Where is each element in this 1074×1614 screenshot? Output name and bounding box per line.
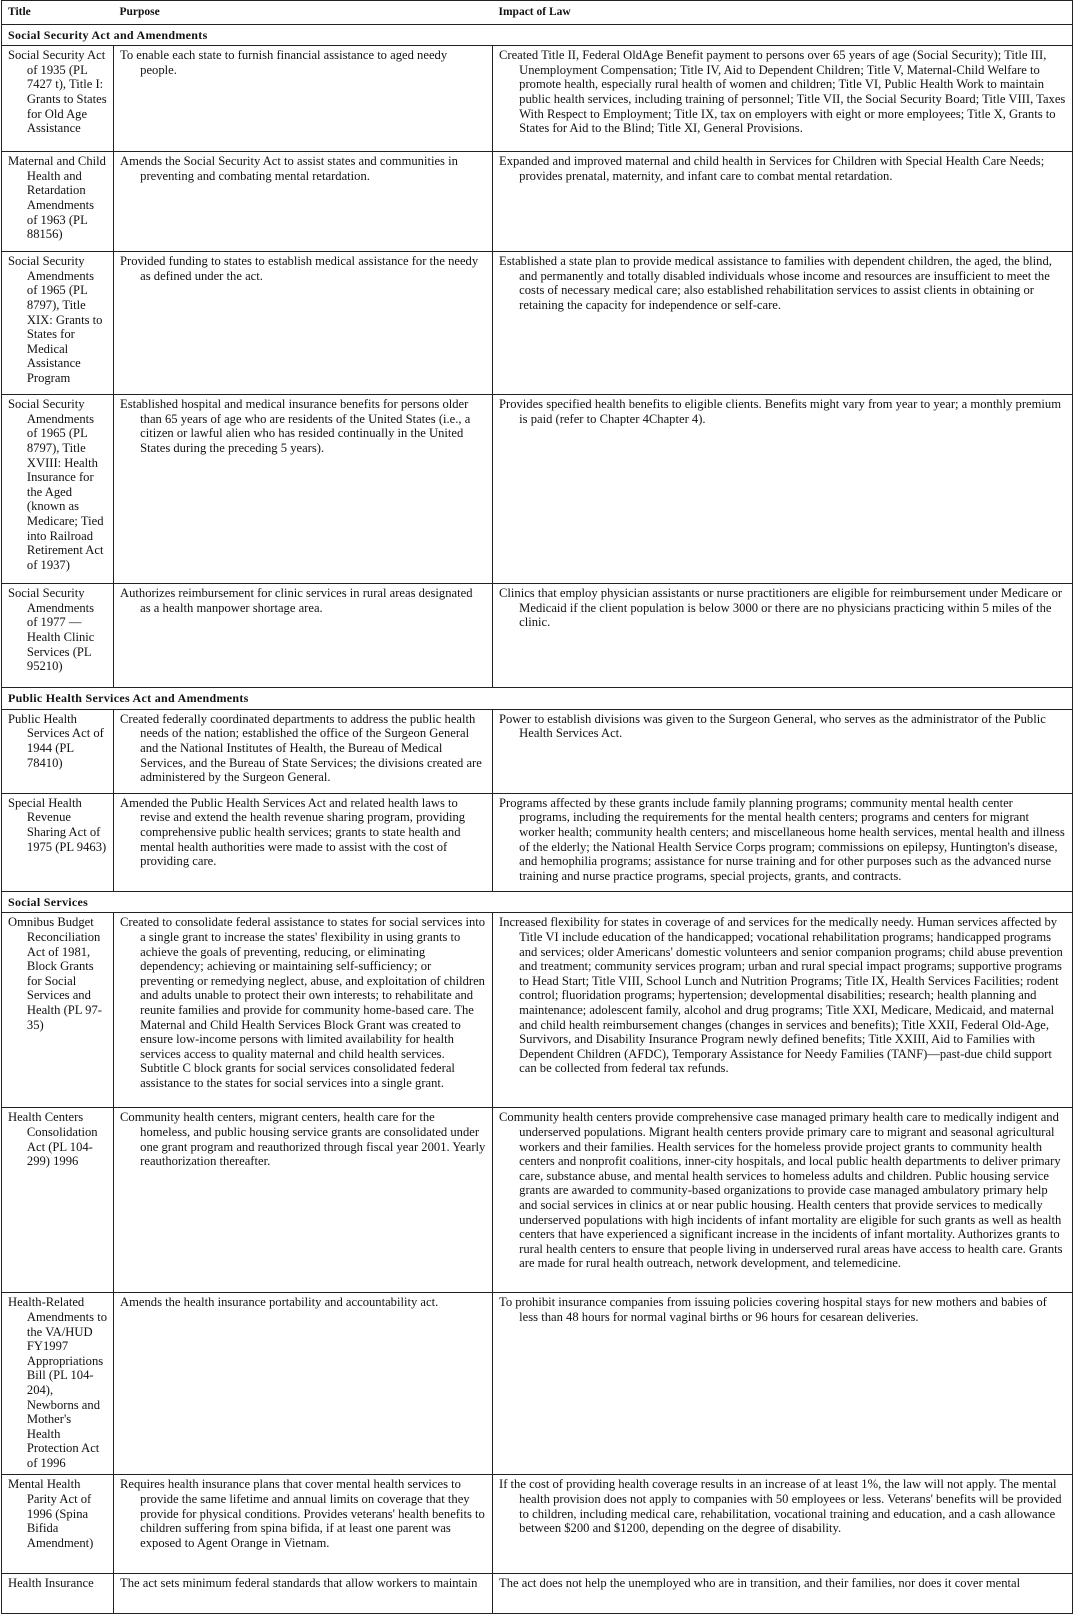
law-title-cell	[2, 584, 114, 688]
table-row	[2, 793, 1073, 891]
impact-cell-text: Created Title II, Federal OldAge Benefit payment to persons over 65 years of age (Social Security); Title III, Unemployment Compensation; Title IV, Aid to Dependent Children; Title V, Maternal-Child Welfare to promote health, especially rural health of women and children; Title VI, Public Health Work to maintain public health services, including training of personnel; Title VII, the Social Security Board; Title VIII, Taxes With Respect to Employment; Title IX, tax on employers with eight or more employees; Title X, Grants to States for Aid to the Blind; Title XI, General Provisions.	[499, 48, 1066, 136]
section-title: Social Services	[2, 891, 1073, 913]
purpose-cell-text: Authorizes reimbursement for clinic services in rural areas designated as a health manpower shortage area.	[120, 586, 473, 615]
impact-cell	[493, 709, 1073, 793]
table-row	[2, 709, 1073, 793]
table-row	[2, 395, 1073, 584]
table-header-row	[2, 1, 1073, 25]
law-title-cell	[2, 793, 114, 891]
purpose-cell-text: To enable each state to furnish financial assistance to aged needy people.	[120, 48, 448, 77]
column-header-impact: Impact of Law	[493, 1, 1073, 25]
law-title-cell	[2, 252, 114, 395]
section-title: Social Security Act and Amendments	[2, 24, 1073, 46]
impact-cell	[493, 584, 1073, 688]
purpose-cell	[114, 1574, 493, 1614]
impact-cell-text: Expanded and improved maternal and child health in Services for Children with Special Health Care Needs; provides prenatal, maternity, and infant care to combat mental retardation.	[499, 154, 1045, 183]
purpose-cell-text: The act sets minimum federal standards that allow workers to maintain	[120, 1576, 478, 1591]
purpose-cell	[114, 152, 493, 252]
impact-cell-text: Community health centers provide comprehensive case managed primary health care to medically indigent and underserved populations. Migrant health centers provide primary care to migrant and seasonal agricultural workers and their families. Health services for the homeless provide project grants to community health centers and nonprofit coalitions, inner-city hospitals, and local public health departments to deliver primary care, substance abuse, and mental health services to homeless adults and children. Public housing service grants are awarded to community-based organizations to provide case managed ambulatory primary help and social services in clinics at or near public housing. Health centers that provide services to medically underserved populations with high incidents of infant mortality are eligible for such grants as well as health centers that have experienced a significant increase in the incidents of infant mortality. Authorizes grants to rural health centers to ensure that people living in underserved rural areas have access to health care. Grants are made for rural health outreach, network development, and telemedicine.	[499, 1110, 1063, 1271]
impact-cell-text: Increased flexibility for states in coverage of and services for the medically needy. Human services affected by Title VI include education of the handicapped; vocational rehabilitation programs; handicapped programs and services; older Americans' domestic volunteers and senior companion programs; child abuse prevention and treatment; community services program; urban and rural special impact programs; supportive programs to Head Start; Title VIII, School Lunch and Nutrition Programs; Title IX, Health Services Facilities; rodent control; fluoridation programs; hypertension; developmental disabilities; research; health planning and maintenance; adolescent family, alcohol and drug programs; Title XXI, Medicare, Medicaid, and maternal and child health reimbursement changes (changes in services and benefits); Title XXII, Federal Old-Age, Survivors, and Disability Insurance Program newly defined benefits; Title XXIII, Aid to Families with Dependent Children (AFDC), Temporary Assistance for Needy Families (TANF)—past-due child support can be collected from federal tax refunds.	[499, 915, 1063, 1076]
purpose-cell-text: Community health centers, migrant centers, health care for the homeless, and public housing service grants are consolidated under one grant program and reauthorized through fiscal year 2001. Yearly reauthorization thereafter.	[120, 1110, 486, 1169]
law-title-cell	[2, 1108, 114, 1293]
law-title-cell	[2, 152, 114, 252]
law-title-cell	[2, 913, 114, 1108]
purpose-cell	[114, 1475, 493, 1574]
impact-cell	[493, 793, 1073, 891]
purpose-cell	[114, 793, 493, 891]
purpose-cell	[114, 46, 493, 152]
law-title-cell-text: Public Health Services Act of 1944 (PL 78410)	[8, 711, 104, 770]
law-title-cell	[2, 709, 114, 793]
impact-cell	[493, 152, 1073, 252]
impact-cell-text: To prohibit insurance companies from issuing policies covering hospital stays for new mothers and babies of less than 48 hours for normal vaginal births or 96 hours for cesarean deliveries.	[499, 1295, 1047, 1324]
impact-cell-text: Programs affected by these grants include family planning programs; community mental health center programs, including the requirements for the mental health centers; programs and centers for migrant worker health; community health centers; and miscellaneous home health services, mental health and illness of the elderly; the National Health Service Corps program; commissions on epilepsy, Huntington's disease, and hemophilia programs; assistance for nurse training and for other purposes such as the advanced nurse training and nurse practice programs, special projects, grants, and contracts.	[499, 795, 1065, 883]
purpose-cell-text: Established hospital and medical insurance benefits for persons older than 65 years of age who are residents of the United States (i.e., a citizen or lawful alien who has resided continually in the United States during the preceding 5 years).	[120, 397, 471, 455]
purpose-cell-text: Requires health insurance plans that cover mental health services to provide the same lifetime and annual limits on coverage that they provide for physical conditions. Provides veterans' health benefits to children suffering from spina bifida, if at least one parent was exposed to Agent Orange in Vietnam.	[120, 1477, 485, 1550]
purpose-cell	[114, 709, 493, 793]
purpose-cell	[114, 913, 493, 1108]
impact-cell-text: Established a state plan to provide medical assistance to families with dependent children, the aged, the blind, and permanently and totally disabled individuals whose income and resources are insufficient to meet the costs of necessary medical care; also established rehabilitation services to assist clients in obtaining or retaining the capacity for independence or self-care.	[499, 254, 1052, 312]
table-row	[2, 1293, 1073, 1475]
impact-cell-text: The act does not help the unemployed who are in transition, and their families, nor does it cover mental	[499, 1576, 1021, 1591]
impact-cell-text: If the cost of providing health coverage results in an increase of at least 1%, the law will not apply. The mental health provision does not apply to companies with 50 employees or less. Veterans' benefits will be provided to children, including medical care, rehabilitation, vocational training and education, and a cash allowance between $200 and $1200, depending on the degree of disability.	[499, 1477, 1062, 1536]
column-header-title: Title	[2, 1, 114, 25]
impact-cell-text: Clinics that employ physician assistants or nurse practitioners are eligible for reimbursement under Medicare or Medicaid if the client population is below 3000 or there are no physicians practicing within 5 miles of the clinic.	[499, 586, 1063, 630]
impact-cell	[493, 1293, 1073, 1475]
purpose-cell-text: Created to consolidate federal assistance to states for social services into a single grant to increase the states' flexibility in using grants to achieve the goals of preventing, reducing, or eliminating dependency; achieving or maintaining self-sufficiency; or preventing or remedying neglect, abuse, and exploitation of children and adults unable to protect their own interests; to rehabilitate and reunite families and provide for community home-based care. The Maternal and Child Health Services Block Grant was created to ensure low-income persons with limited availability for health services access to quality maternal and child health services. Subtitle C block grants for social services consolidated federal assistance to the states for social services into a single grant.	[120, 915, 486, 1090]
purpose-cell-text: Created federally coordinated departments to address the public health needs of the nation; established the office of the Surgeon General and the National Institutes of Health, the Bureau of Medical Services, and the Bureau of State Services; the divisions created are administered by the Surgeon General.	[120, 711, 482, 785]
section-header-row	[2, 891, 1073, 913]
purpose-cell	[114, 252, 493, 395]
law-title-cell-text: Maternal and Child Health and Retardation Amendments of 1963 (PL 88156)	[8, 154, 106, 242]
law-title-cell	[2, 395, 114, 584]
law-title-cell	[2, 1475, 114, 1574]
table-body	[2, 24, 1073, 1614]
purpose-cell	[114, 1293, 493, 1475]
law-title-cell-text: Health Centers Consolidation Act (PL 104-299) 1996	[8, 1110, 98, 1169]
law-title-cell	[2, 1293, 114, 1475]
purpose-cell	[114, 1108, 493, 1293]
law-title-cell-text: Special Health Revenue Sharing Act of 1975 (PL 9463)	[8, 795, 107, 854]
impact-cell	[493, 1574, 1073, 1614]
impact-cell	[493, 395, 1073, 584]
purpose-cell	[114, 395, 493, 584]
impact-cell-text: Power to establish divisions was given to the Surgeon General, who serves as the administrator of the Public Health Services Act.	[499, 711, 1046, 741]
table-row	[2, 1108, 1073, 1293]
impact-cell	[493, 1475, 1073, 1574]
law-title-cell	[2, 1574, 114, 1614]
column-header-purpose: Purpose	[114, 1, 493, 25]
section-title: Public Health Services Act and Amendments	[2, 688, 1073, 710]
law-title-cell-text: Mental Health Parity Act of 1996 (Spina Bifida Amendment)	[8, 1477, 94, 1550]
purpose-cell-text: Amended the Public Health Services Act and related health laws to revise and extend the health revenue sharing program, providing comprehensive public health services; grants to state health and mental health authorities were made to assist with the cost of providing care.	[120, 795, 466, 869]
table-row	[2, 913, 1073, 1108]
purpose-cell	[114, 584, 493, 688]
table-row	[2, 46, 1073, 152]
section-header-row	[2, 24, 1073, 46]
table-row	[2, 1574, 1073, 1614]
laws-table	[1, 0, 1073, 1614]
purpose-cell-text: Amends the health insurance portability and accountability act.	[120, 1295, 439, 1310]
law-title-cell-text: Omnibus Budget Reconciliation Act of 1981, Block Grants for Social Services and Health (PL 97-35)	[8, 915, 102, 1032]
law-title-cell	[2, 46, 114, 152]
impact-cell	[493, 1108, 1073, 1293]
law-title-cell-text: Social Security Amendments of 1965 (PL 8797), Title XVIII: Health Insurance for the Aged (known as Medicare; Tied into Railroad Retirement Act of 1937)	[8, 397, 104, 572]
purpose-cell-text: Provided funding to states to establish medical assistance for the needy as defined under the act.	[120, 254, 479, 283]
law-title-cell-text: Social Security Act of 1935 (PL 7427 t), Title I: Grants to States for Old Age Assistance	[8, 48, 107, 136]
purpose-cell-text: Amends the Social Security Act to assist states and communities in preventing and combating mental retardation.	[120, 154, 458, 183]
table-row	[2, 1475, 1073, 1574]
law-title-cell-text: Health-Related Amendments to the VA/HUD FY1997 Appropriations Bill (PL 104-204), Newborns and Mother's Health Protection Act of 1996	[8, 1295, 107, 1470]
law-title-cell-text: Social Security Amendments of 1965 (PL 8797), Title XIX: Grants to States for Medical Assistance Program	[8, 254, 103, 385]
impact-cell	[493, 252, 1073, 395]
table-row	[2, 584, 1073, 688]
law-title-cell-text: Social Security Amendments of 1977 —Health Clinic Services (PL 95210)	[8, 586, 95, 674]
law-title-cell-text: Health Insurance	[8, 1576, 94, 1591]
impact-cell	[493, 46, 1073, 152]
impact-cell-text: Provides specified health benefits to eligible clients. Benefits might vary from year to year; a monthly premium is paid (refer to Chapter 4Chapter 4).	[499, 397, 1062, 426]
section-header-row	[2, 688, 1073, 710]
table-row	[2, 152, 1073, 252]
table-row	[2, 252, 1073, 395]
impact-cell	[493, 913, 1073, 1108]
